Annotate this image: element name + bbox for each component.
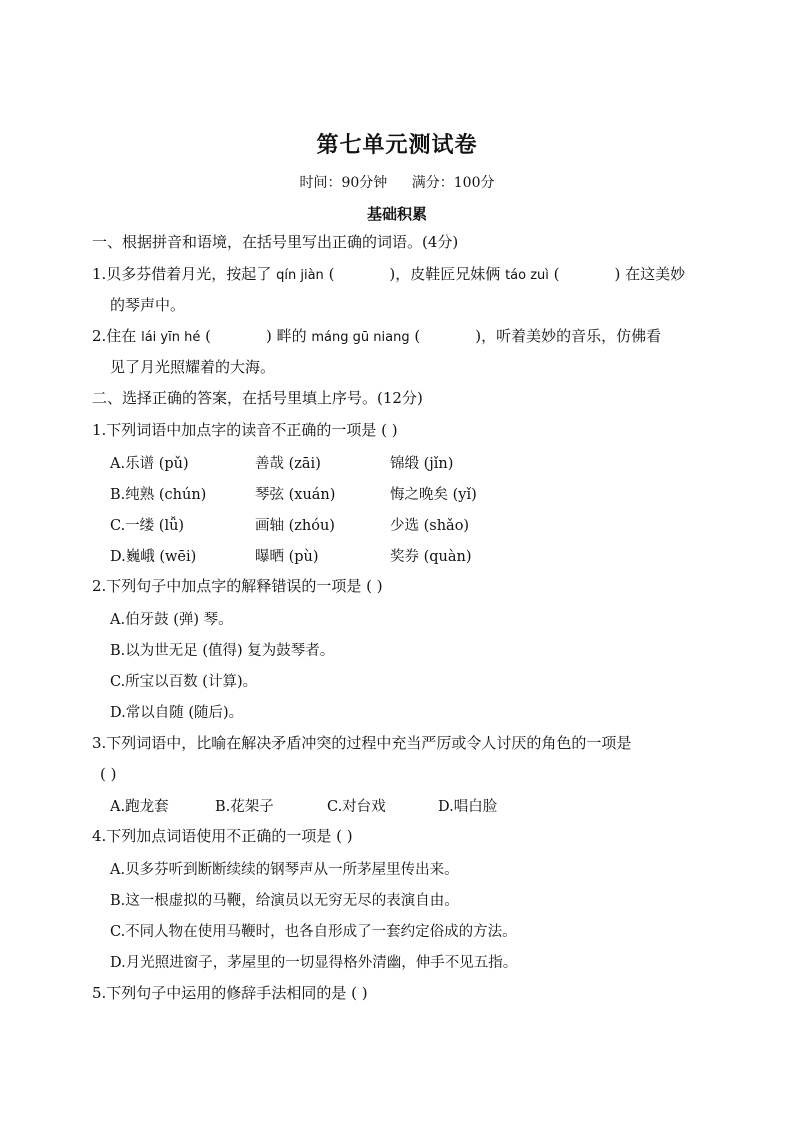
- option: C.所宝以百数 (计算)。: [110, 674, 258, 690]
- full-score: 满分：100分: [411, 175, 495, 191]
- q1-paren-open-1: (: [328, 265, 335, 283]
- q2-text-c: ) 畔的: [265, 327, 307, 345]
- option-cell: 奖券 (quàn): [390, 549, 472, 565]
- option: B.这一根虚拟的马鞭，给演员以无穷无尽的表演自由。: [110, 893, 459, 909]
- part1-question-1: [92, 264, 685, 286]
- p2-q5-stem: 5.下列句子中运用的修辞手法相同的是 ( ): [92, 984, 368, 1002]
- option: A.伯牙鼓 (弹) 琴。: [110, 612, 233, 628]
- p2-q1-stem: 1.下列词语中加点字的读音不正确的一项是 ( ): [92, 421, 398, 439]
- p2-q2-stem: 2.下列句子中加点字的解释错误的一项是 ( ): [92, 577, 383, 595]
- option: B.以为世无足 (值得) 复为鼓琴者。: [110, 643, 335, 659]
- part2-heading: 二、选择正确的答案，在括号里填上序号。(12分): [92, 389, 423, 407]
- p2-q3-stem: 3.下列词语中，比喻在解决矛盾冲突的过程中充当严厉或令人讨厌的角色的一项是: [92, 734, 632, 752]
- option-cell: 锦缎 (jǐn): [390, 456, 454, 472]
- q2-pinyin-2: máng gū niang: [311, 330, 410, 345]
- option: D.月光照进窗子，茅屋里的一切显得格外清幽，伸手不见五指。: [110, 955, 518, 971]
- option-cell: 少选 (shǎo): [390, 518, 470, 534]
- page-title: 第七单元测试卷: [316, 132, 478, 158]
- q1-pinyin-2: táo zuì: [505, 268, 549, 283]
- p2-q4-stem: 4.下列加点词语使用不正确的一项是 ( ): [92, 827, 353, 845]
- q1-text-e: ) 在这美妙: [614, 265, 686, 283]
- option: C.不同人物在使用马鞭时，也各自形成了一套约定俗成的方法。: [110, 924, 517, 940]
- exam-meta: [0, 172, 794, 192]
- option-cell: 悔之晚矣 (yǐ): [390, 487, 477, 503]
- section-heading: 基础积累: [366, 205, 427, 223]
- q2-text-e: )，听着美妙的音乐，仿佛看: [475, 327, 662, 345]
- q2-text-a: 2.住在: [92, 327, 137, 345]
- option-cell: D.巍峨 (wēi): [110, 549, 197, 565]
- time-limit: 时间：90分钟: [299, 175, 388, 191]
- option: A.贝多芬听到断断续续的钢琴声从一所茅屋里传出来。: [110, 862, 459, 878]
- option: C.对台戏: [327, 799, 386, 815]
- option: B.花架子: [215, 799, 274, 815]
- option-cell: 琴弦 (xuán): [255, 487, 336, 503]
- option-cell: C.一缕 (lǚ): [110, 518, 185, 534]
- option-cell: A.乐谱 (pǔ): [110, 456, 189, 472]
- q1-pinyin-1: qín jiàn: [276, 268, 324, 283]
- option-cell: 曝晒 (pù): [255, 549, 319, 565]
- option-cell: 善哉 (zāi): [255, 456, 321, 472]
- q2-paren-open-1: (: [205, 327, 211, 345]
- part1-question-2: [92, 326, 661, 348]
- p2-q3-paren: ( ): [100, 765, 117, 783]
- q2-paren-open-2: (: [414, 327, 421, 345]
- option-cell: B.纯熟 (chún): [110, 487, 207, 503]
- q1-text-a: 1.贝多芬借着月光，按起了: [92, 265, 272, 283]
- part1-heading: 一、根据拼音和语境，在括号里写出正确的词语。(4分): [92, 233, 459, 251]
- option-cell: 画轴 (zhóu): [255, 518, 335, 534]
- q1-paren-open-2: (: [553, 265, 560, 283]
- option: D.常以自随 (随后)。: [110, 705, 244, 721]
- q1-continuation: 的琴声中。: [110, 296, 186, 314]
- q2-pinyin-1: lái yīn hé: [141, 330, 201, 345]
- option: D.唱白脸: [438, 799, 498, 815]
- option: A.跑龙套: [110, 799, 169, 815]
- q2-continuation: 见了月光照耀着的大海。: [110, 358, 276, 376]
- q1-text-c: )，皮鞋匠兄妹俩: [389, 265, 501, 283]
